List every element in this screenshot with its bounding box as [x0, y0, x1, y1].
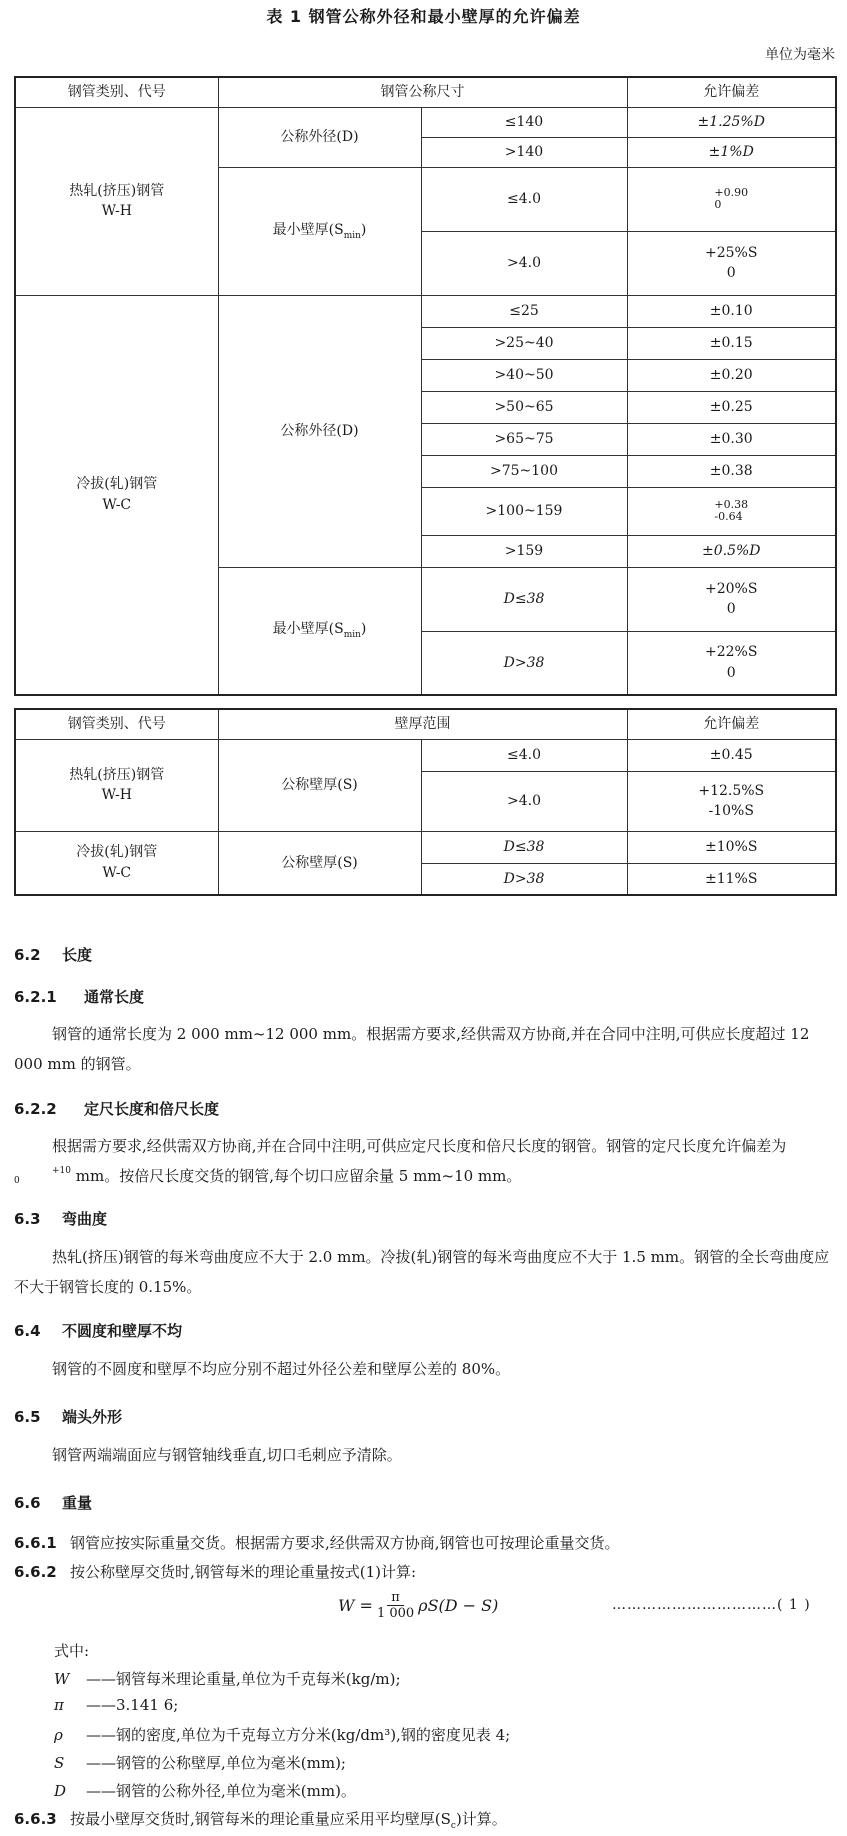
paragraph-6-3: 热轧(挤压)钢管的每米弯曲度应不大于 2.0 mm。冷拔(轧)钢管的每米弯曲度应不大于 1.5 mm。钢管的全长弯曲度应不大于钢管长度的 0.15%。	[14, 1248, 830, 1296]
weight-formula: W = $\frac{\pi}{1 000}$ ρS(D − S)	[338, 1590, 499, 1621]
tolerance-cell: ±0.38	[627, 455, 836, 487]
tolerance-cell: ±0.20	[627, 359, 836, 391]
tolerance-cell: ±1%D	[627, 137, 836, 167]
tolerance-cell: +12.5%S -10%S	[627, 771, 836, 831]
formula-number: ……………………………( 1 )	[612, 1597, 811, 1613]
tolerance-cell: ±0.30	[627, 423, 836, 455]
range-cell: >100~159	[421, 487, 627, 535]
paragraph-6-6-2: 6.6.2 按公称壁厚交货时,钢管每米的理论重量按式(1)计算:	[14, 1563, 417, 1581]
header-category: 钢管类别、代号	[15, 709, 218, 739]
variable-w: W ——钢管每米理论重量,单位为千克每米(kg/m);	[54, 1670, 401, 1688]
section-heading-6-2-2: 6.2.2 定尺长度和倍尺长度	[14, 1100, 220, 1118]
wall-label: 最小壁厚$(S_{min})$	[218, 167, 421, 295]
range-cell: >50~65	[421, 391, 627, 423]
tolerance-cell: ±11%S	[627, 863, 836, 895]
paragraph-6-6-3: 6.6.3 按最小壁厚交货时,钢管每米的理论重量应采用平均壁厚$(S_c)$计算。	[14, 1810, 507, 1831]
category-cold-drawn: 冷拔(轧)钢管 W-C	[15, 295, 218, 695]
tolerance-cell: +0.90 0	[627, 167, 836, 231]
tolerance-cell: ±0.5%D	[627, 535, 836, 567]
tolerance-cell: +20%S 0	[627, 567, 836, 631]
header-tolerance: 允许偏差	[627, 77, 836, 107]
section-heading-6-6: 6.6 重量	[14, 1494, 93, 1512]
unit-note: 单位为毫米	[765, 47, 835, 63]
range-cell: ≤4.0	[421, 167, 627, 231]
nominal-wall-label: 公称壁厚(S)	[218, 831, 421, 895]
table-caption: 表 1 钢管公称外径和最小壁厚的允许偏差	[266, 7, 581, 26]
where-label: 式中:	[54, 1642, 90, 1660]
range-cell: >75~100	[421, 455, 627, 487]
tolerance-cell: ±0.15	[627, 327, 836, 359]
tolerance-cell: +0.38 -0.64	[627, 487, 836, 535]
range-cell: D>38	[421, 631, 627, 695]
range-cell: >159	[421, 535, 627, 567]
tolerance-cell: ±0.25	[627, 391, 836, 423]
nominal-wall-label: 公称壁厚(S)	[218, 739, 421, 831]
header-nominal-size: 钢管公称尺寸	[218, 77, 627, 107]
category-hot-rolled: 热轧(挤压)钢管 W-H	[15, 107, 218, 295]
paragraph-6-4: 钢管的不圆度和壁厚不均应分别不超过外径公差和壁厚公差的 80%。	[52, 1360, 511, 1378]
range-cell: >65~75	[421, 423, 627, 455]
range-cell: ≤140	[421, 107, 627, 137]
tolerance-cell: ±0.10	[627, 295, 836, 327]
range-cell: D≤38	[421, 831, 627, 863]
range-cell: D≤38	[421, 567, 627, 631]
section-heading-6-4: 6.4 不圆度和壁厚不均	[14, 1322, 183, 1340]
tolerance-cell: ±0.45	[627, 739, 836, 771]
variable-d: D ——钢管的公称外径,单位为毫米(mm)。	[54, 1782, 356, 1800]
tolerance-cell: ±1.25%D	[627, 107, 836, 137]
range-cell: >4.0	[421, 771, 627, 831]
category-cold-drawn: 冷拔(轧)钢管 W-C	[15, 831, 218, 895]
variable-s: S ——钢管的公称壁厚,单位为毫米(mm);	[54, 1754, 346, 1772]
range-cell: ≤4.0	[421, 739, 627, 771]
category-hot-rolled: 热轧(挤压)钢管 W-H	[15, 739, 218, 831]
paragraph-6-5: 钢管两端端面应与钢管轴线垂直,切口毛刺应予清除。	[52, 1446, 402, 1464]
header-category: 钢管类别、代号	[15, 77, 218, 107]
section-heading-6-2-1: 6.2.1 通常长度	[14, 988, 145, 1006]
header-wall-range: 壁厚范围	[218, 709, 627, 739]
od-label: 公称外径(D)	[218, 295, 421, 567]
tolerance-cell: +25%S 0	[627, 231, 836, 295]
od-label: 公称外径(D)	[218, 107, 421, 167]
wall-label: 最小壁厚$(S_{min})$	[218, 567, 421, 695]
variable-pi: π ——3.141 6;	[54, 1696, 179, 1714]
range-cell: >140	[421, 137, 627, 167]
tolerance-table-nominal-wall	[14, 708, 837, 896]
tolerance-table-od-wall	[14, 76, 837, 696]
range-cell: >4.0	[421, 231, 627, 295]
section-heading-6-3: 6.3 弯曲度	[14, 1210, 108, 1228]
paragraph-6-6-1: 6.6.1 钢管应按实际重量交货。根据需方要求,经供需双方协商,钢管也可按理论重量交货。	[14, 1534, 620, 1552]
range-cell: >40~50	[421, 359, 627, 391]
tolerance-cell: ±10%S	[627, 831, 836, 863]
tolerance-cell: +22%S 0	[627, 631, 836, 695]
section-heading-6-5: 6.5 端头外形	[14, 1408, 123, 1426]
paragraph-6-2-2: 根据需方要求,经供需双方协商,并在合同中注明,可供应定尺长度和倍尺长度的钢管。钢管的定尺长度允许偏差为+10 0 mm。按倍尺长度交货的钢管,每个切口应留余量 5 mm~10 mm。	[14, 1137, 787, 1186]
range-cell: D>38	[421, 863, 627, 895]
range-cell: ≤25	[421, 295, 627, 327]
variable-rho: ρ ——钢的密度,单位为千克每立方分米(kg/dm³),钢的密度见表 4;	[54, 1726, 511, 1744]
header-tolerance: 允许偏差	[627, 709, 836, 739]
range-cell: >25~40	[421, 327, 627, 359]
section-heading-6-2: 6.2 长度	[14, 946, 93, 964]
paragraph-6-2-1: 钢管的通常长度为 2 000 mm~12 000 mm。根据需方要求,经供需双方协商,并在合同中注明,可供应长度超过 12 000 mm 的钢管。	[14, 1025, 810, 1073]
